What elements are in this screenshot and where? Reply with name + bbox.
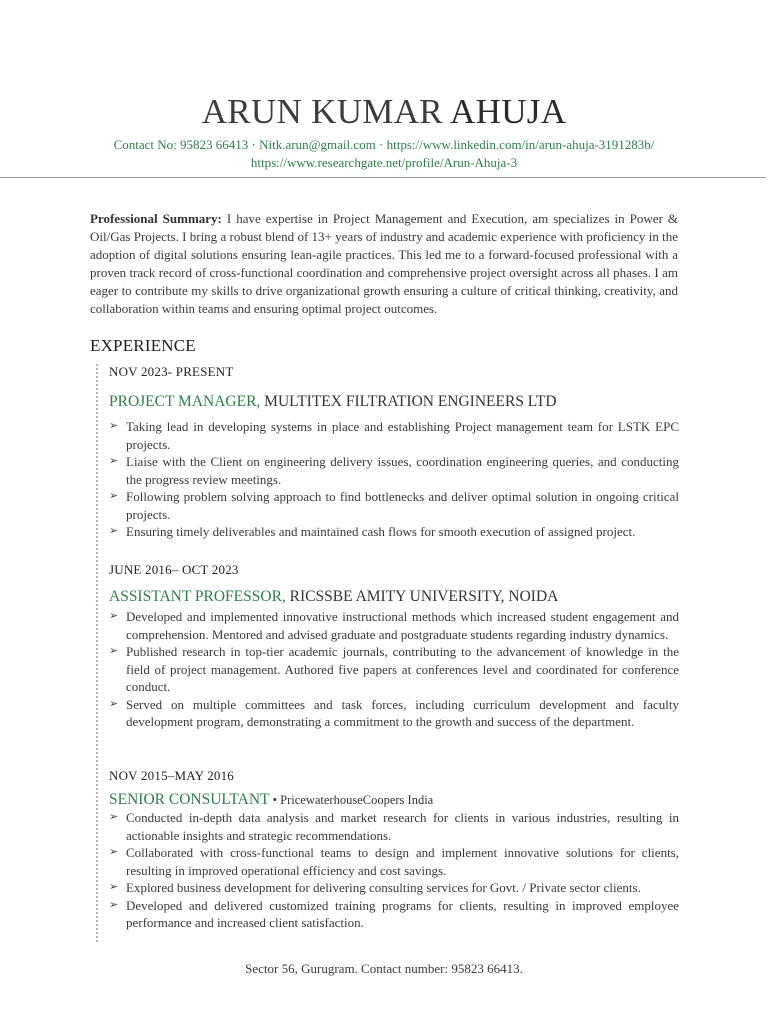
arrow-bullet-icon: ➢ bbox=[109, 881, 119, 893]
contact-line-1 bbox=[0, 137, 768, 153]
linkedin-link[interactable]: https://www.linkedin.com/in/arun-ahuja-3191283b/ bbox=[386, 137, 655, 152]
list-item: ➢ Liaise with the Client on engineering delivery issues, coordination engineering queries, and conducting the progress review meetings. bbox=[109, 454, 679, 487]
job-title: SENIOR CONSULTANT bbox=[109, 791, 270, 808]
list-item: ➢ Published research in top-tier academic journals, contributing to the advancement of knowledge in the field of project management. Authored five papers at conferences level and coordinated for conference conduct. bbox=[109, 644, 679, 694]
arrow-bullet-icon: ➢ bbox=[109, 645, 119, 657]
list-item: ➢ Ensuring timely deliverables and maintained cash flows for smooth execution of assigned project. bbox=[109, 524, 636, 539]
summary-text: I have expertise in Project Management and Execution, am specializes in Power & Oil/Gas Projects. I bring a robust blend of 13+ years of industry and academic experience with proficiency in the adoption of digital solutions ensuring lean-agile practices. This led me to a forward-focused professional with a proven track record of cross-functional coordination and comprehensive project oversight across all phases. I am eager to contribute my skills to drive organizational growth ensuring a culture of critical thinking, creativity, and collaboration within teams and ensuring optimal project outcomes. bbox=[90, 211, 678, 316]
job-entry bbox=[109, 768, 679, 932]
professional-summary bbox=[90, 210, 678, 318]
job-org: RICSSBE AMITY UNIVERSITY, NOIDA bbox=[285, 588, 559, 605]
job-entry bbox=[109, 562, 679, 731]
first-name: ARUN KUMAR bbox=[201, 92, 443, 131]
list-item: ➢ Taking lead in developing systems in place and establishing Project management team for LSTK EPC projects. bbox=[109, 419, 679, 452]
footer-address: Sector 56, Gurugram. Contact number: 95823 66413. bbox=[245, 961, 523, 976]
separator: · bbox=[375, 137, 387, 152]
arrow-bullet-icon: ➢ bbox=[109, 811, 119, 823]
arrow-bullet-icon: ➢ bbox=[109, 420, 119, 432]
arrow-bullet-icon: ➢ bbox=[109, 455, 119, 467]
summary-label: Professional Summary: bbox=[90, 211, 222, 226]
experience-heading: EXPERIENCE bbox=[90, 336, 196, 355]
list-item: ➢ Conducted in-depth data analysis and market research for clients in various industries, resulting in actionable insights and strategic recommendations. bbox=[109, 810, 679, 843]
arrow-bullet-icon: ➢ bbox=[109, 525, 119, 537]
researchgate-link[interactable]: https://www.researchgate.net/profile/Arun-Ahuja-3 bbox=[250, 155, 518, 170]
job-entry bbox=[109, 364, 679, 541]
job-title: ASSISTANT PROFESSOR, bbox=[109, 588, 286, 605]
job-role bbox=[109, 588, 679, 606]
job-bullets bbox=[109, 418, 679, 541]
timeline-dotted-line bbox=[96, 364, 98, 942]
job-org: • PricewaterhouseCoopers India bbox=[269, 793, 434, 807]
contact-phone: Contact No: 95823 66413 bbox=[113, 137, 249, 152]
list-item: ➢ Following problem solving approach to find bottlenecks and deliver optimal solution in ongoing critical projects. bbox=[109, 489, 679, 522]
job-org: MULTITEX FILTRATION ENGINEERS LTD bbox=[260, 393, 557, 410]
arrow-bullet-icon: ➢ bbox=[109, 697, 119, 710]
candidate-name bbox=[0, 92, 768, 132]
list-item: ➢ Developed and implemented innovative instructional methods which increased student engagement and comprehension. Mentored and advised graduate and postgraduate students regarding industry dynamics. bbox=[109, 609, 679, 642]
job-date: JUNE 2016– OCT 2023 bbox=[109, 562, 239, 577]
arrow-bullet-icon: ➢ bbox=[109, 490, 119, 502]
job-role bbox=[109, 393, 679, 411]
last-name: AHUJA bbox=[450, 92, 567, 131]
list-item: ➢ Collaborated with cross-functional teams to design and implement innovative solutions for clients, resulting in improved operational efficiency and cost savings. bbox=[109, 845, 679, 878]
separator: · bbox=[248, 137, 260, 152]
list-item: ➢ Served on multiple committees and task forces, including curriculum development and faculty development program, demonstrating a commitment to the growth and success of the department. bbox=[109, 696, 679, 729]
job-date: NOV 2015–MAY 2016 bbox=[109, 768, 234, 783]
arrow-bullet-icon: ➢ bbox=[109, 846, 119, 858]
header-divider bbox=[0, 177, 766, 178]
job-date: NOV 2023- PRESENT bbox=[109, 364, 234, 379]
contact-email[interactable]: Nitk.arun@gmail.com bbox=[259, 137, 376, 152]
job-bullets bbox=[109, 809, 679, 932]
list-item: ➢ Developed and delivered customized training programs for clients, resulting in improved employee performance and increased client satisfaction. bbox=[109, 897, 679, 930]
arrow-bullet-icon: ➢ bbox=[109, 898, 119, 911]
job-bullets bbox=[109, 608, 679, 731]
arrow-bullet-icon: ➢ bbox=[109, 610, 119, 622]
list-item: ➢ Explored business development for delivering consulting services for Govt. / Private sector clients. bbox=[109, 880, 641, 895]
job-title: PROJECT MANAGER, bbox=[109, 393, 261, 410]
job-role bbox=[109, 791, 679, 809]
